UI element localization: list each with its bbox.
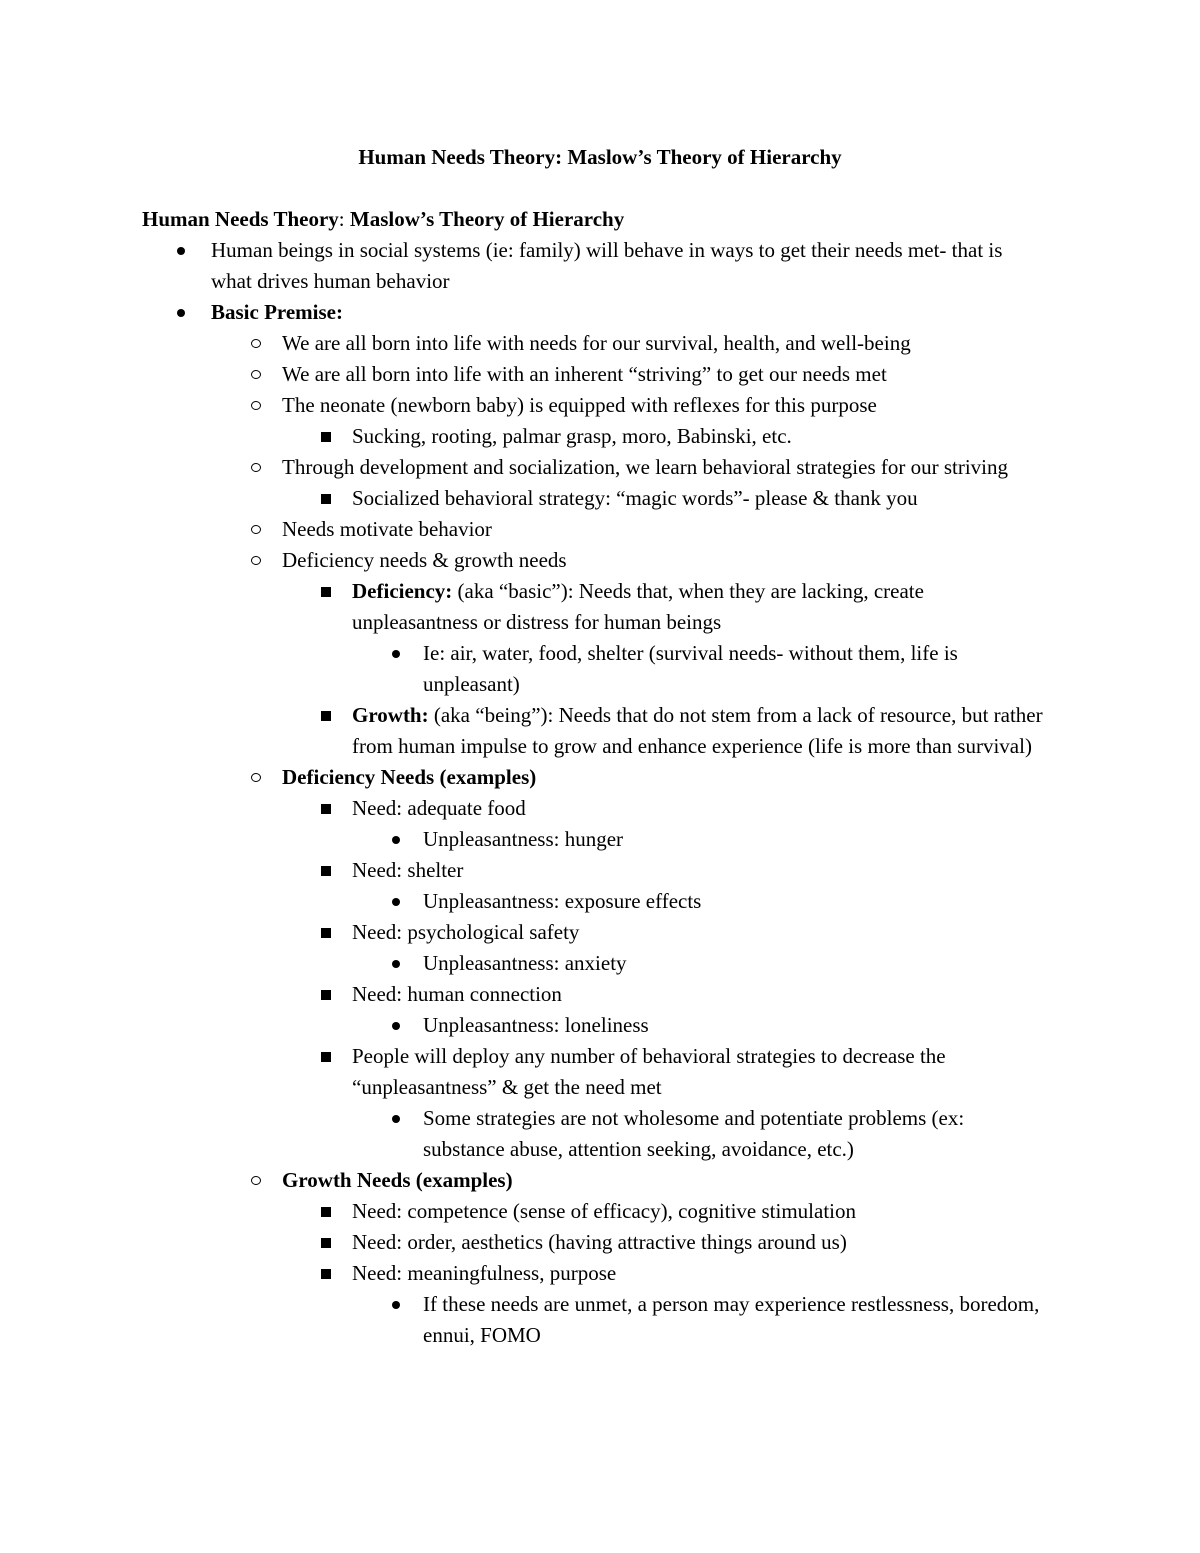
list-item-text: Unpleasantness: hunger	[423, 827, 624, 851]
list-item	[0, 1010, 1046, 1041]
hollow-circle-bullet-icon	[246, 1165, 266, 1196]
list-item-text: People will deploy any number of behavioral strategies to decrease the “unpleasantness” & get the need met	[352, 1044, 946, 1099]
list-item	[0, 235, 1046, 297]
square-bullet-icon	[316, 421, 336, 452]
list-item-text: Some strategies are not wholesome and potentiate problems (ex: substance abuse, attention seeking, avoidance, etc.)	[423, 1106, 965, 1161]
square-bullet-icon	[316, 1041, 336, 1072]
list-item-text: Need: order, aesthetics (having attractive things around us)	[352, 1230, 847, 1254]
bullet-icon	[386, 824, 406, 855]
list-item-text: Unpleasantness: loneliness	[423, 1013, 649, 1037]
list-item-text: Unpleasantness: anxiety	[423, 951, 627, 975]
bullet-icon	[386, 1010, 406, 1041]
list-item	[0, 1289, 1046, 1351]
term-definition: (aka “basic”): Needs that, when they are lacking, create unpleasantness or distress for human beings	[352, 579, 924, 634]
square-bullet-icon	[316, 793, 336, 824]
list-item	[0, 359, 1046, 390]
list-item-text: Through development and socialization, we learn behavioral strategies for our striving	[282, 455, 1009, 479]
document-title: Human Needs Theory: Maslow’s Theory of Hierarchy	[358, 145, 842, 169]
term-label: Growth:	[352, 703, 429, 727]
list-item-text: Deficiency needs & growth needs	[282, 548, 567, 572]
list-item	[0, 390, 1046, 421]
hollow-circle-bullet-icon	[246, 328, 266, 359]
list-item	[0, 1041, 1046, 1103]
bullet-icon	[386, 948, 406, 979]
square-bullet-icon	[316, 1196, 336, 1227]
list-item-text: Growth Needs (examples)	[282, 1168, 513, 1192]
list-item-text: Unpleasantness: exposure effects	[423, 889, 702, 913]
square-bullet-icon	[316, 483, 336, 514]
list-item	[0, 452, 1046, 483]
list-item-text: Human beings in social systems (ie: family) will behave in ways to get their needs met- that is what drives human behavior	[211, 238, 1003, 293]
list-item	[0, 328, 1046, 359]
term-definition: (aka “being”): Needs that do not stem from a lack of resource, but rather from human impulse to grow and enhance experience (life is more than survival)	[352, 703, 1043, 758]
square-bullet-icon	[316, 1258, 336, 1289]
square-bullet-icon	[316, 1227, 336, 1258]
list-item-text: Need: meaningfulness, purpose	[352, 1261, 617, 1285]
list-item	[0, 824, 1046, 855]
square-bullet-icon	[316, 855, 336, 886]
square-bullet-icon	[316, 576, 336, 607]
list-item-text: Socialized behavioral strategy: “magic words”- please & thank you	[352, 486, 918, 510]
list-item-text	[352, 700, 1046, 762]
list-item	[0, 1165, 1046, 1196]
hollow-circle-bullet-icon	[246, 762, 266, 793]
list-item-text: We are all born into life with an inherent “striving” to get our needs met	[282, 362, 887, 386]
list-item-text	[352, 576, 1046, 638]
list-item-text: We are all born into life with needs for our survival, health, and well-being	[282, 331, 911, 355]
list-item	[0, 855, 1046, 886]
bullet-icon	[171, 297, 191, 328]
list-item	[0, 886, 1046, 917]
list-item	[0, 917, 1046, 948]
list-item	[0, 1227, 1046, 1258]
list-item	[0, 948, 1046, 979]
list-item	[0, 700, 1046, 762]
hollow-circle-bullet-icon	[246, 452, 266, 483]
list-item-text: Need: adequate food	[352, 796, 526, 820]
term-label: Deficiency:	[352, 579, 453, 603]
list-item-text: Need: competence (sense of efficacy), cognitive stimulation	[352, 1199, 856, 1223]
list-item-text: Need: psychological safety	[352, 920, 580, 944]
bullet-icon	[171, 235, 191, 266]
list-item-text: The neonate (newborn baby) is equipped with reflexes for this purpose	[282, 393, 877, 417]
list-item	[0, 545, 1046, 576]
list-item	[0, 297, 1046, 328]
list-item-text: Needs motivate behavior	[282, 517, 492, 541]
bullet-icon	[386, 1289, 406, 1320]
section-heading-colon: :	[338, 207, 350, 231]
section-heading-part-1: Human Needs Theory	[142, 207, 339, 231]
bullet-icon	[386, 638, 406, 669]
list-item-text: Basic Premise:	[211, 300, 343, 324]
hollow-circle-bullet-icon	[246, 390, 266, 421]
list-item-text: Deficiency Needs (examples)	[282, 765, 537, 789]
list-item	[0, 762, 1046, 793]
list-item	[0, 1196, 1046, 1227]
list-item	[0, 638, 1046, 700]
square-bullet-icon	[316, 979, 336, 1010]
section-heading-part-2: Maslow’s Theory of Hierarchy	[349, 207, 625, 231]
hollow-circle-bullet-icon	[246, 514, 266, 545]
list-item	[0, 979, 1046, 1010]
bullet-icon	[386, 886, 406, 917]
list-item-text: Need: shelter	[352, 858, 464, 882]
hollow-circle-bullet-icon	[246, 545, 266, 576]
outline-list	[0, 235, 1200, 1351]
list-item	[0, 1103, 1046, 1165]
section-heading	[142, 204, 624, 235]
list-item	[0, 483, 1046, 514]
square-bullet-icon	[316, 917, 336, 948]
list-item	[0, 514, 1046, 545]
hollow-circle-bullet-icon	[246, 359, 266, 390]
bullet-icon	[386, 1103, 406, 1134]
list-item-text: If these needs are unmet, a person may experience restlessness, boredom, ennui, FOMO	[423, 1292, 1040, 1347]
list-item	[0, 576, 1046, 638]
list-item	[0, 793, 1046, 824]
list-item-text: Need: human connection	[352, 982, 562, 1006]
list-item-text: Sucking, rooting, palmar grasp, moro, Babinski, etc.	[352, 424, 792, 448]
list-item	[0, 1258, 1046, 1289]
square-bullet-icon	[316, 700, 336, 731]
list-item-text: Ie: air, water, food, shelter (survival needs- without them, life is unpleasant)	[423, 641, 958, 696]
list-item	[0, 421, 1046, 452]
